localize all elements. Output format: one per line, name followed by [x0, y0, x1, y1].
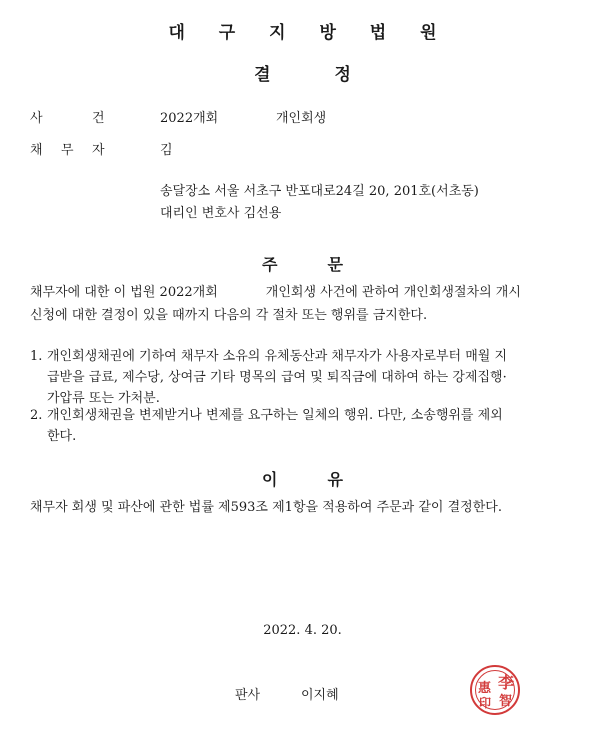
- order-item-1-number: 1.: [30, 349, 43, 364]
- attorney: 대리인 변호사 김선용: [160, 206, 282, 221]
- document-title-left: 결: [254, 65, 271, 85]
- debtor-label-1: 채: [30, 143, 43, 158]
- order-heading-left: 주: [262, 255, 278, 274]
- case-label-2: 건: [92, 111, 105, 126]
- seal-char-4: 印: [479, 696, 492, 710]
- reason-heading-right: 유: [327, 470, 343, 489]
- reason-text: 채무자 회생 및 파산에 관한 법률 제593조 제1항을 적용하여 주문과 같이 결정한다.: [30, 500, 502, 515]
- order-item-2-number: 2.: [30, 408, 43, 423]
- order-line1-b: 개인회생 사건에 관하여 개인회생절차의 개시: [265, 285, 521, 300]
- order-paragraph-line-2: 신청에 대한 결정이 있을 때까지 다음의 각 절차 또는 행위를 금지한다.: [30, 308, 428, 323]
- court-name: 대 구 지 방 법 원: [168, 23, 451, 43]
- order-item-1-line-2: 급받을 급료, 제수당, 상여금 기타 명목의 급여 및 퇴직금에 대하여 하는 강제집행·: [47, 370, 507, 385]
- seal-char-2: 智: [499, 694, 513, 709]
- order-line1-a: 채무자에 대한 이 법원 2022개회: [30, 285, 218, 300]
- judge-seal: [470, 665, 520, 715]
- decision-date: 2022. 4. 20.: [263, 623, 342, 638]
- case-label-1: 사: [30, 111, 43, 126]
- judge-title: 판사: [235, 688, 261, 703]
- service-address: 송달장소 서울 서초구 반포대로24길 20, 201호(서초동): [160, 184, 479, 199]
- seal-char-3: 惠: [478, 681, 492, 696]
- order-paragraph-line-1: [30, 280, 521, 305]
- order-heading: [0, 252, 605, 275]
- seal-char-1: 李: [498, 673, 515, 692]
- order-heading-right: 문: [327, 255, 343, 274]
- case-number: 2022개회: [160, 111, 219, 126]
- order-item-1: [30, 346, 590, 411]
- order-item-2-line-1: 개인회생채권을 변제받거나 변제를 요구하는 일체의 행위. 다만, 소송행위를 제외: [47, 408, 503, 423]
- reason-heading-left: 이: [262, 470, 278, 489]
- debtor-label-3: 자: [92, 143, 105, 158]
- debtor-label-2: 무: [61, 143, 74, 158]
- reason-heading: [0, 467, 605, 490]
- order-item-2: [30, 405, 590, 449]
- order-item-1-line-1: 개인회생채권에 기하여 채무자 소유의 유체동산과 채무자가 사용자로부터 매월 지: [47, 349, 508, 364]
- case-name: 개인회생: [276, 111, 327, 126]
- document-title-right: 정: [334, 65, 351, 85]
- order-item-1-line-3: 가압류 또는 가처분.: [47, 391, 160, 406]
- document-title: [0, 60, 605, 85]
- judge-name: 이지혜: [301, 688, 339, 703]
- order-item-2-line-2: 한다.: [47, 429, 77, 444]
- debtor-name: 김: [160, 143, 173, 158]
